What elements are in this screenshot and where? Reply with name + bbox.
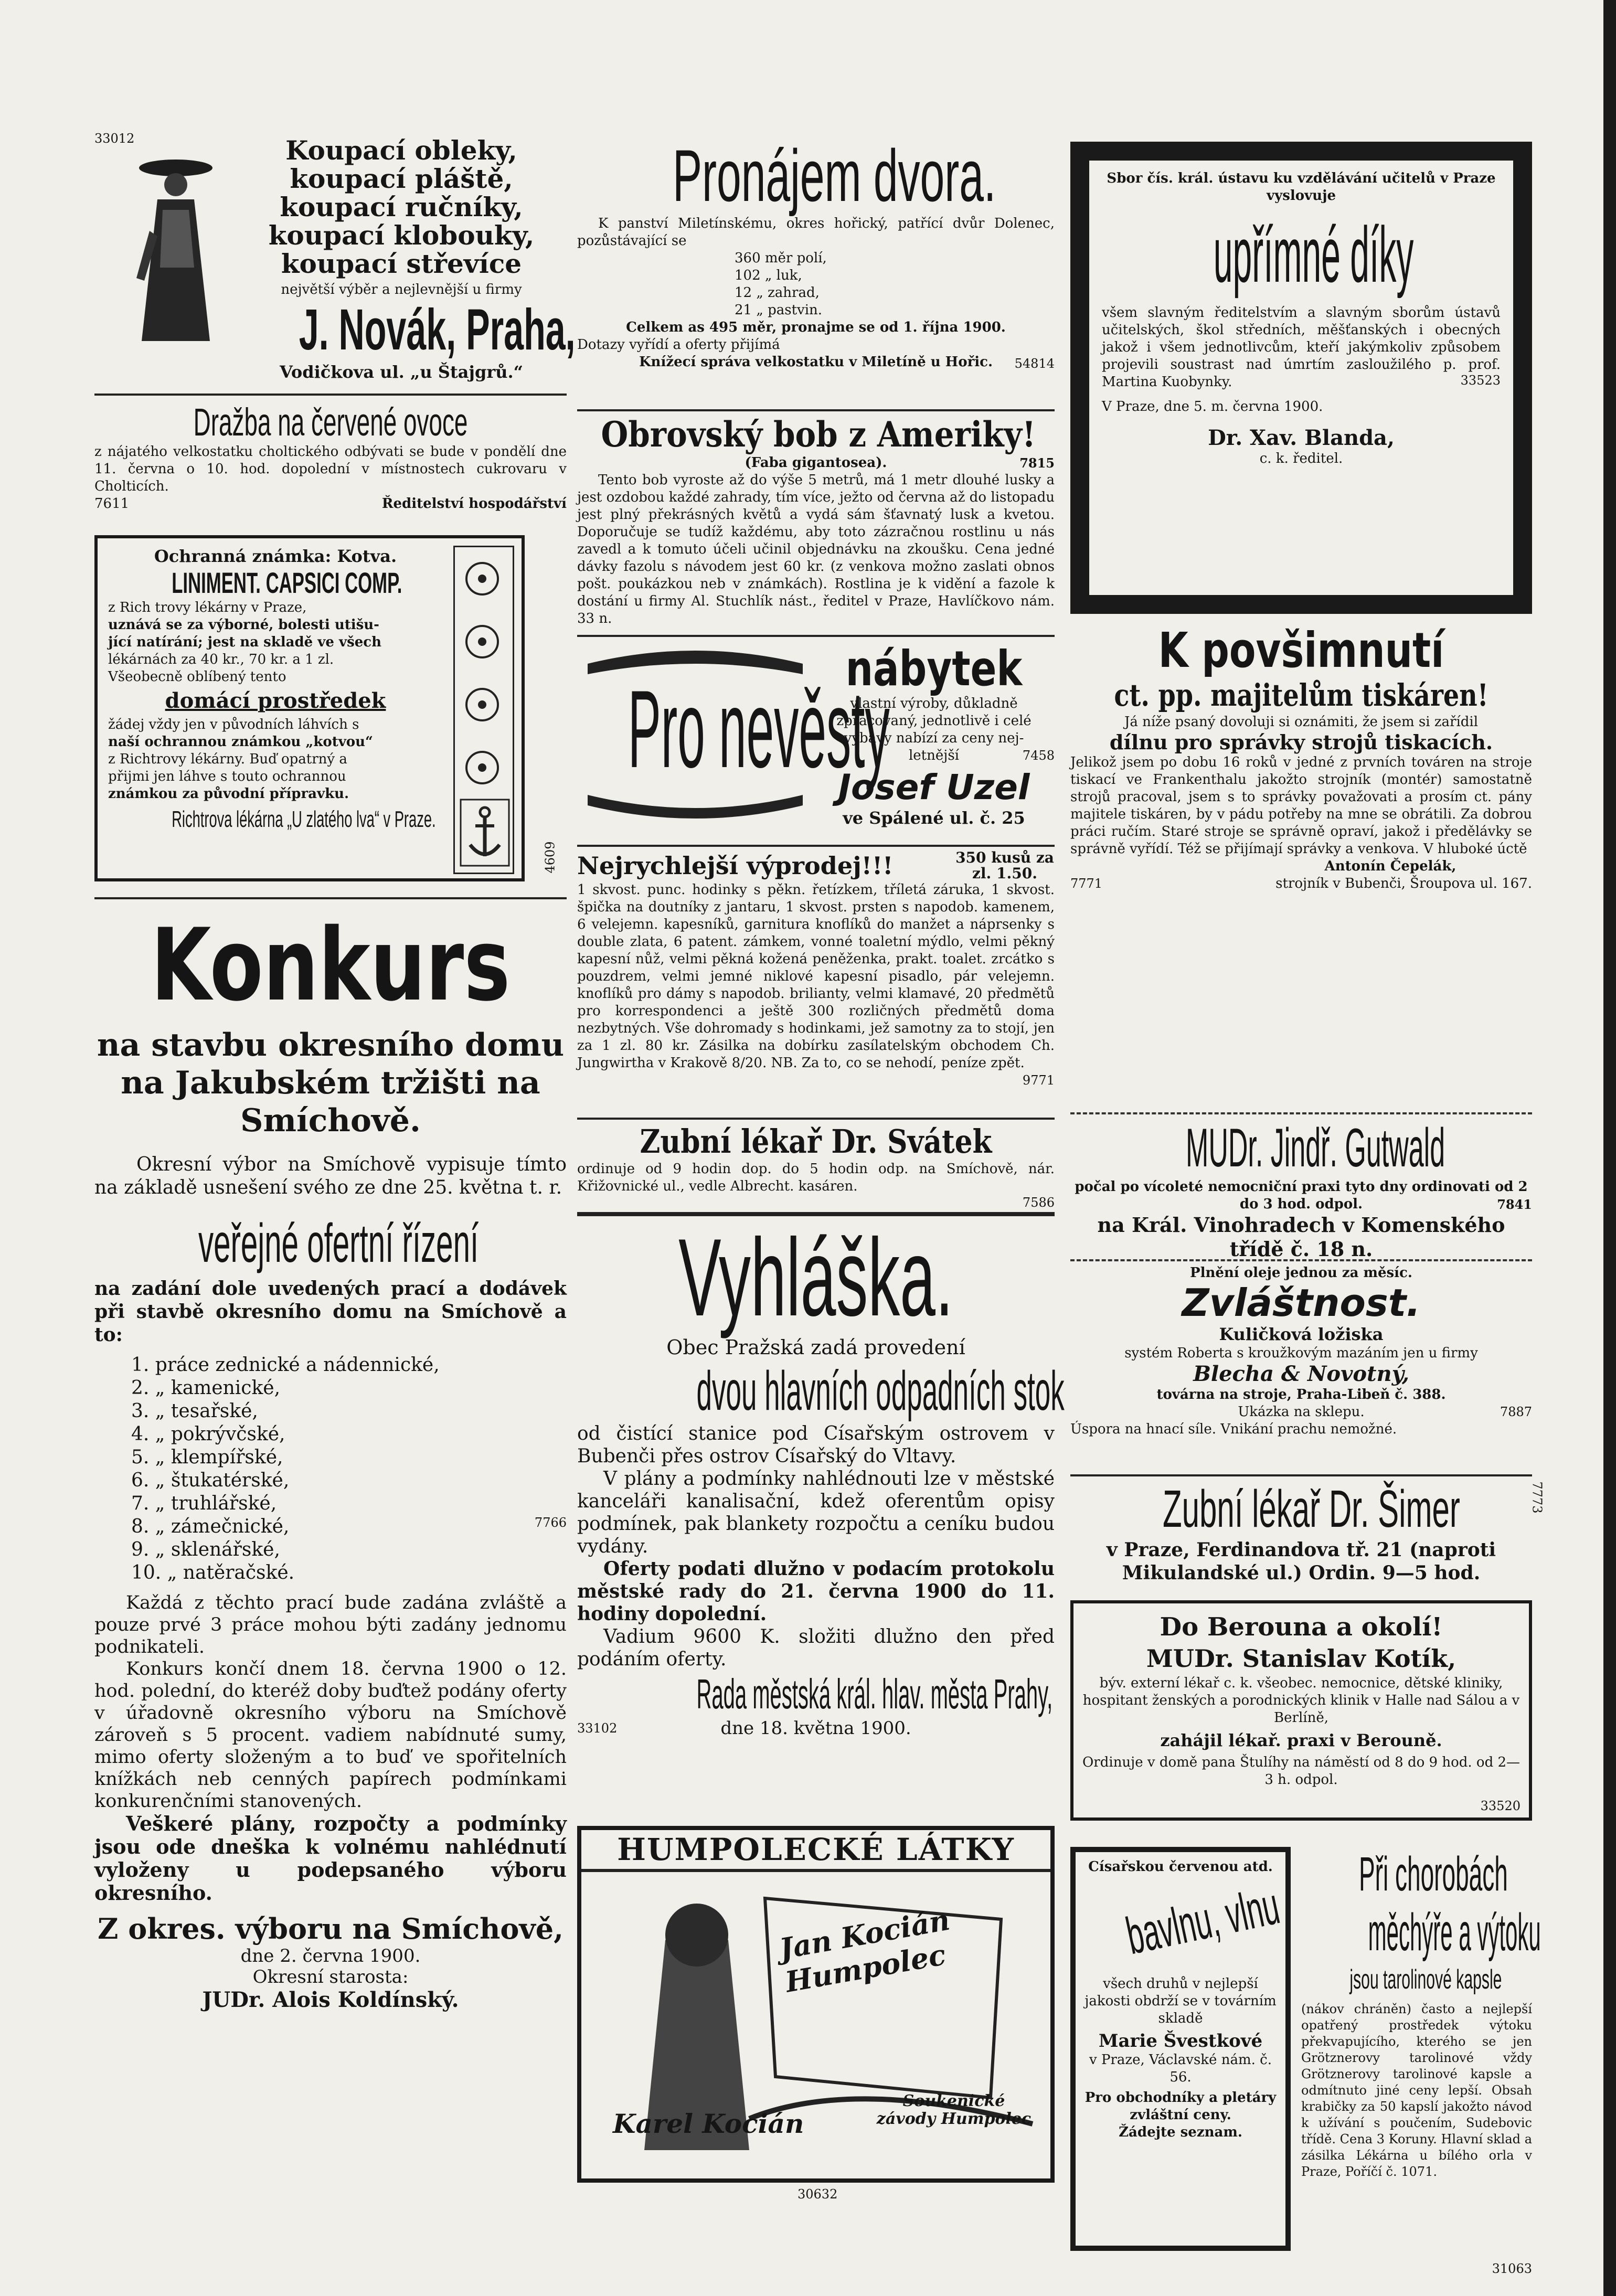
ad-note: Úspora na hnací síle. Vnikání prachu nemožné.: [1070, 1421, 1397, 1437]
nabytek-ad: [577, 643, 1055, 826]
ad-intro: Já níže psaný dovoluji si oznámiti, že jsem si zařídil: [1124, 714, 1479, 730]
vyprodej-ad: [577, 849, 1055, 1088]
poster-text: Karel Kocián: [613, 2108, 804, 2139]
ad-line: koupací pláště,: [290, 163, 513, 194]
kapsle-ad: [1301, 1847, 1541, 2276]
ad-name: Josef Uzel: [838, 767, 1030, 807]
ad-paragraph: V plány a podmínky nahlédnouti lze v městské kanceláři kanalisační, kdež oferentům opisy podmínek, pak blankety rozpočtu a ceníku budou vydány.: [577, 1468, 1055, 1557]
bob-ad: [577, 414, 1055, 628]
ad-date: V Praze, dne 5. m. června 1900.: [1102, 399, 1323, 414]
ad-title: Obrovský bob z Ameriky!: [601, 414, 1036, 455]
ad-name: JUDr. Alois Koldínský.: [202, 1987, 459, 2012]
ad-subtitle: na stavbu okresního domu na Jakubském tržišti na Smíchově.: [97, 1027, 565, 1139]
ad-heading: měchýře a výtoku: [1368, 1903, 1541, 1962]
ad-code: 7766: [534, 1515, 567, 1530]
ad-title: Pronájem dvora.: [673, 134, 996, 217]
ad-line: jící natírání; jest na skladě ve všech: [108, 634, 381, 650]
ad-code: 4609: [543, 841, 558, 874]
ad-title: Do Berouna a okolí!: [1160, 1612, 1443, 1642]
ad-heading: dílnu pro správky strojů tiskacích.: [1109, 730, 1493, 754]
ad-paragraph: Vadium 9600 K. složiti dlužno den před podáním oferty.: [577, 1626, 1055, 1670]
ad-title: bavlnu, vlnu: [1121, 1876, 1284, 1966]
ad-title: Při chorobách: [1359, 1847, 1508, 1901]
ad-role: c. k. ředitel.: [1259, 451, 1343, 466]
kotva-ad: [94, 535, 525, 881]
ad-title: Vyhláška.: [678, 1216, 953, 1339]
ad-tagline: největší výběr a nejlevnější u firmy: [281, 282, 522, 297]
ad-code: 7458: [1022, 748, 1055, 763]
svatek-ad: [577, 1122, 1055, 1210]
ad-price: 350 kusů za zl. 1.50.: [955, 849, 1054, 882]
ad-subtitle: Kuličková ložiska: [1219, 1324, 1384, 1344]
ad-name: MUDr. Stanislav Kotík,: [1146, 1644, 1456, 1673]
ad-line: vlastní výroby, důkladně: [850, 696, 1018, 711]
ad-subtitle: jsou tarolinové kapsle: [1349, 1964, 1502, 1995]
ad-heading: dvou hlavních odpadních stok: [696, 1360, 1065, 1422]
list-item: 12 „ zahrad,: [735, 285, 820, 301]
list-item: 2. „ kamenické,: [131, 1377, 281, 1399]
ad-title: Zvláštnost.: [1182, 1281, 1421, 1325]
ad-note: Pro obchodníky a pletáry zvláštní ceny.: [1085, 2090, 1277, 2123]
ad-paragraph: na zadání dole uvedených prací a dodávek při stavbě okresního domu na Smíchově a to:: [94, 1278, 567, 1346]
ad-line: z Richtrovy lékárny. Buď opatrný a: [108, 751, 347, 767]
ad-title: Zubní lékař Dr. Šimer: [1163, 1480, 1460, 1538]
ad-signature: Z okres. výboru na Smíchově,: [98, 1912, 564, 1946]
ad-body: ordinuje od 9 hodin dop. do 5 hodin odp. na Smíchově, nár. Křižovnické ul., vedle Albrecht. kasáren.: [577, 1161, 1055, 1194]
ad-code: 30632: [798, 2187, 838, 2202]
ad-signature: Knížecí správa velkostatku v Miletíně u Hořic.: [639, 354, 993, 370]
ad-line: koupací střevíce: [281, 248, 522, 279]
ad-title: MUDr. Jindř. Gutwald: [1186, 1118, 1445, 1178]
ad-line: Koupací obleky,: [285, 135, 517, 166]
ad-name: Dr. Xav. Blanda,: [1208, 426, 1395, 450]
ad-address: ve Spálené ul. č. 25: [843, 808, 1025, 828]
simer-ad: [1070, 1480, 1545, 1585]
ad-code: 54814: [1014, 356, 1055, 371]
diky-ad: [1070, 142, 1532, 614]
ad-signature: Ředitelství hospodářství: [381, 496, 567, 512]
ad-heading: nábytek: [845, 641, 1023, 697]
ad-code: 7586: [1022, 1195, 1055, 1210]
page-edge: [1603, 0, 1616, 2296]
ad-header: Ochranná známka: Kotva.: [154, 546, 397, 566]
list-item: 3. „ tesařské,: [131, 1400, 258, 1422]
ad-title: Zubní lékař Dr. Svátek: [640, 1122, 992, 1161]
ad-line: přijmi jen láhve s touto ochrannou: [108, 769, 346, 784]
ad-intro: Okresní výbor na Smíchově vypisuje tímto na základě usnešení svého ze dne 25. května t. r.: [94, 1154, 567, 1198]
ad-date: dne 2. června 1900.: [240, 1946, 421, 1967]
ad-body: počal po vícoleté nemocniční praxi tyto dny ordinovati od 2 do 3 hod. odpol.: [1075, 1179, 1528, 1212]
list-item: 5. „ klempířské,: [131, 1447, 283, 1468]
konkurs-work-list: [131, 1354, 567, 1585]
ad-line: zpracovaný, jednotlivě i celé: [836, 713, 1032, 729]
poster-text: Jan Kocián Humpolec: [777, 1902, 952, 1999]
ad-line: výbavy nabízí za ceny nej-: [844, 730, 1024, 746]
ad-line: letnější: [908, 748, 959, 763]
list-item: 102 „ luk,: [735, 268, 802, 283]
ad-company: Blecha & Novotný,: [1193, 1362, 1409, 1386]
ad-footer: Richtrova lékárna „U zlatého lva“ v Praze.: [172, 806, 436, 832]
ad-code: 7815: [1019, 455, 1055, 471]
list-item: 360 měr polí,: [735, 250, 827, 266]
ad-title: LINIMENT. CAPSICI COMP.: [172, 566, 402, 599]
ad-code: 7887: [1500, 1405, 1532, 1419]
ad-title: Dražba na červené ovoce: [193, 400, 468, 444]
dvur-ad: [577, 136, 1055, 371]
ad-title: Konkurs: [151, 907, 511, 1023]
ad-title: upřímné díky: [1213, 210, 1414, 299]
ad-intro: Obec Pražská zadá provedení: [666, 1336, 965, 1359]
ad-address: strojník v Bubenči, Šroupova ul. 167.: [1275, 876, 1532, 891]
list-item: 10. „ natěračské.: [131, 1562, 295, 1583]
ad-line: Ukázka na sklepu.: [1238, 1404, 1365, 1420]
ad-body: všem slavným ředitelstvím a slavným sborům ústavů učitelských, škol středních, měšťanských i obecných jakož i všem jednotlivcům, kteří jakýmkoliv způsobem projevili soustrast nad úmrtím zasloužilého p. prof. Martina Kuobynky.: [1102, 305, 1501, 390]
ad-body: býv. externí lékař c. k. všeobec. nemocnice, dětské kliniky, hospitant ženských a porodnických klinik v Halle nad Sálou a v Berlíně,: [1082, 1675, 1520, 1726]
konkurs-ad: [94, 908, 567, 2013]
ad-address: v Praze, Václavské nám. č. 56.: [1089, 2052, 1272, 2085]
ad-title: Nejrychlejší výprodej!!!: [577, 852, 894, 880]
ad-code: 31063: [1492, 2261, 1532, 2276]
ad-subtitle: ct. pp. majitelům tiskáren!: [1114, 677, 1489, 713]
ad-paragraph: Každá z těchto prací bude zadána zvláště a pouze prvé 3 práce mohou býti zadány jednomu podnikateli.: [94, 1592, 567, 1657]
ad-body: Jelikož jsem po dobu 16 roků v jedné z prvních továren na stroje tiskací ve Frankenthalu jakožto strojník (montér) samostatně strojů pracoval, jsem s to správky považovati a prosím ct. pány majitele tiskáren, by v pádu potřeby na mne se obrátili. Za dobrou práci ručím. Staré stroje se správně opraví, jakož i předělávky se správně vyřídí. Též se přijímají správky a venkova. V hluboké úctě: [1070, 754, 1532, 857]
loziska-ad: [1070, 1264, 1532, 1438]
ad-header: Císařskou červenou atd.: [1088, 1859, 1273, 1875]
ad-body: (nákov chráněn) často a nejlepší opatřený prostředek výtoku překvapujícího, kterého se jen Grötznerovy tarolinové vždy Grötznerovy tarolinové kapsle a odmítnuto jiné ceny lepší. Obsah krabičky za 50 kapslí jakožto návod k užívání s poučením, Sudebovic třídě. Cena 3 Koruny. Hlavní sklad a zásilka Lékárna u bílého orla v Praze, Poříčí č. 1071.: [1301, 2002, 1532, 2179]
ad-header: Sbor čís. král. ústavu ku vzdělávání učitelů v Praze vyslovuje: [1107, 171, 1496, 204]
ad-title: Pro nevěsty: [628, 667, 890, 791]
ad-subtitle: domácí prostředek: [165, 688, 386, 713]
drazba-ad: [94, 401, 567, 513]
woman-bathing-illustration: [131, 152, 220, 352]
list-item: 6. „ štukatérské,: [131, 1470, 290, 1491]
humpolec-ad: [577, 1826, 1055, 2183]
ad-body: 1 skvost. punc. hodinky s pěkn. řetízkem, tříletá záruka, 1 skvost. špička na doutníky z jantaru, 1 skvost. prsten s napodob. kamenem, 6 velejemn. kapesníků, garnitura knoflíků do manžet a náprsenky s double zlata, 6 patent. zámkem, vonné toaletní mýdlo, velmi pěkný kapesní nůž, velmi pěkná kožená peněženka, prakt. toalet. zrcátko s pouzdrem, velmi jemné niklové kapesní pisadlo, pár velejemn. knoflíků pro dámy s napodob. brilianty, velmi klamavé, 20 předmětů pro korrespondenci a ještě 300 rozličných předmětů doma nezbytných. Vše dohromady s hodinkami, jež samotny za to stojí, jen za 1 zl. 80 kr. Zásilka na dobírku zasílatelským obchodem Ch. Jungwirtha v Krakově 8/20. NB. Za to, co se nehodí, peníze zpět.: [577, 882, 1055, 1071]
ad-line: Všeobecně oblíbený tento: [108, 669, 286, 685]
ad-line: z Rich trovy lékárny v Praze,: [108, 600, 307, 615]
ad-title: HUMPOLECKÉ LÁTKY: [581, 1830, 1050, 1872]
anchor-icon: [460, 799, 510, 867]
novak-ad: [236, 135, 576, 382]
list-item: 4. „ pokrývčské,: [131, 1423, 285, 1445]
ad-name: Marie Švestkové: [1098, 2031, 1263, 2051]
ad-body: z nájatého velkostatku choltického odbývati se bude v pondělí dne 11. června o 10. hod. dopolední v místnostech cukrovaru v Cholticích.: [94, 444, 567, 494]
ad-code: 33102: [577, 1721, 618, 1736]
ad-line: uznává se za výborné, bolesti utišu-: [108, 617, 379, 633]
ad-heading: veřejné ofertní řízení: [198, 1213, 479, 1274]
ad-code: 7841: [1497, 1197, 1532, 1212]
ad-header: Plnění oleje jednou za měsíc.: [1190, 1265, 1412, 1281]
ad-line: žádej vždy jen v původních láhvích s: [108, 717, 359, 732]
ad-company: J. Novák, Praha,: [299, 297, 576, 362]
ad-body: všech druhů v nejlepší jakosti obdrží se v továrním skladě: [1085, 1976, 1277, 2026]
ad-address: na Král. Vinohradech v Komenského třídě č. 18 n.: [1097, 1213, 1505, 1261]
ad-line: koupací klobouky,: [268, 220, 535, 251]
ad-code: 33523: [1460, 373, 1501, 388]
ad-subtitle: (Faba gigantosea).: [745, 455, 887, 471]
ad-line: koupací ručníky,: [280, 192, 523, 222]
kotik-ad: [1070, 1600, 1532, 1821]
ad-intro: K panství Miletínskému, okres hořický, patřící dvůr Dolenec, pozůstávající se: [577, 216, 1055, 249]
ad-date: dne 18. května 1900.: [720, 1718, 911, 1739]
ad-body: v Praze, Ferdinandova tř. 21 (naproti Mikulandské ul.) Ordin. 9—5 hod.: [1106, 1539, 1496, 1584]
gutwald-ad: [1070, 1118, 1532, 1261]
ad-total: Celkem as 495 měr, pronajme se od 1. října 1900.: [626, 320, 1006, 335]
ad-body: Tento bob vyroste až do výše 5 metrů, má 1 metr dlouhé lusky a jest ozdobou každé zahrady, tím více, ježto od června až do listopadu jest plný překrásných květů a vydá sám šťavnatý lusk a kvetou. Doporučuje se tudíž každému, aby toto zázračnou rostlinu u nás zavedl a k tomuto účeli učinil objednávku na zkoušku. Cena jedné dávky fazolu s návodem jest 60 kr. (z venkova možno zaslati obnos pošt. poukázkou neb v známkách). Rostlina je k vidění a fazole k dostání u firmy Al. Stuchlík nást., ředitel v Praze, Havlíčkovo nám. 33 n.: [577, 472, 1055, 626]
ad-title: K povšimnutí: [1158, 622, 1444, 678]
ad-paragraph: od čistící stanice pod Císařským ostrovem v Bubenči přes ostrov Císařský do Vltavy.: [577, 1423, 1055, 1467]
ad-code: 33012: [94, 131, 135, 146]
ad-paragraph: Konkurs končí dnem 18. června 1900 o 12. hod. polední, do kteréž doby buďtež podány oferty v úřadovně okresního výboru na Smíchově zároveň s 5 procent. vadiem nabídnuté sumy, mimo oferty složeným a to buď ve spořitelních knížkách neb cenných papírech podmínkami konkurenčními stanovených.: [94, 1659, 567, 1812]
ad-line: naší ochrannou známkou „kotvou“: [108, 734, 374, 750]
poster-text: Soukenické závody Humpolec: [876, 2092, 1032, 2128]
list-item: 7. „ truhlářské,: [131, 1493, 277, 1514]
ad-address: továrna na stroje, Praha-Libeň č. 388.: [1156, 1387, 1446, 1402]
ad-paragraph: Oferty podati dlužno v podacím protokolu městské rady do 21. června 1900 do 11. hodiny dopolední.: [577, 1558, 1055, 1625]
ad-code: 9771: [1022, 1073, 1055, 1088]
list-item: 8. „ zámečnické,: [131, 1516, 290, 1537]
vyhlaska-ad: [577, 1216, 1065, 1739]
ad-role: Okresní starosta:: [252, 1967, 409, 1987]
list-item: 1. práce zednické a nádennické,: [131, 1354, 440, 1376]
ad-signature: Rada městská král. hlav. města Prahy,: [696, 1671, 1053, 1717]
ad-code: 7773: [1529, 1481, 1545, 1514]
ad-code: 33520: [1480, 1799, 1521, 1813]
ad-line: lékárnách za 40 kr., 70 kr. a 1 zl.: [108, 652, 334, 667]
povsim-ad: [1070, 624, 1532, 892]
list-item: 21 „ pastvin.: [735, 302, 823, 318]
ad-address: Vodičkova ul. „u Štajgrů.“: [280, 362, 523, 382]
ad-note: Žádejte seznam.: [1119, 2124, 1242, 2140]
ad-line: systém Roberta s kroužkovým mazáním jen u firmy: [1124, 1345, 1478, 1361]
ad-heading: zahájil lékař. praxi v Berouně.: [1160, 1730, 1442, 1750]
ad-name: Antonín Čepelák,: [1324, 858, 1456, 874]
ad-line: známkou za původní přípravku.: [108, 786, 349, 802]
ad-note: Dotazy vyřídí a oferty přijímá: [577, 337, 780, 353]
ad-paragraph: Veškeré plány, rozpočty a podmínky jsou ode dneška k volnému nahlédnutí vyloženy u podepsaného výboru okresního.: [94, 1812, 567, 1905]
list-item: 9. „ sklenářské,: [131, 1539, 280, 1560]
ad-code: 7771: [1070, 876, 1103, 891]
ad-hours: Ordinuje v domě pana Štulíhy na náměstí od 8 do 9 hod. od 2—3 h. odpol.: [1082, 1755, 1521, 1788]
ad-code: 7611: [94, 496, 130, 512]
vlna-ad: [1070, 1847, 1291, 2251]
